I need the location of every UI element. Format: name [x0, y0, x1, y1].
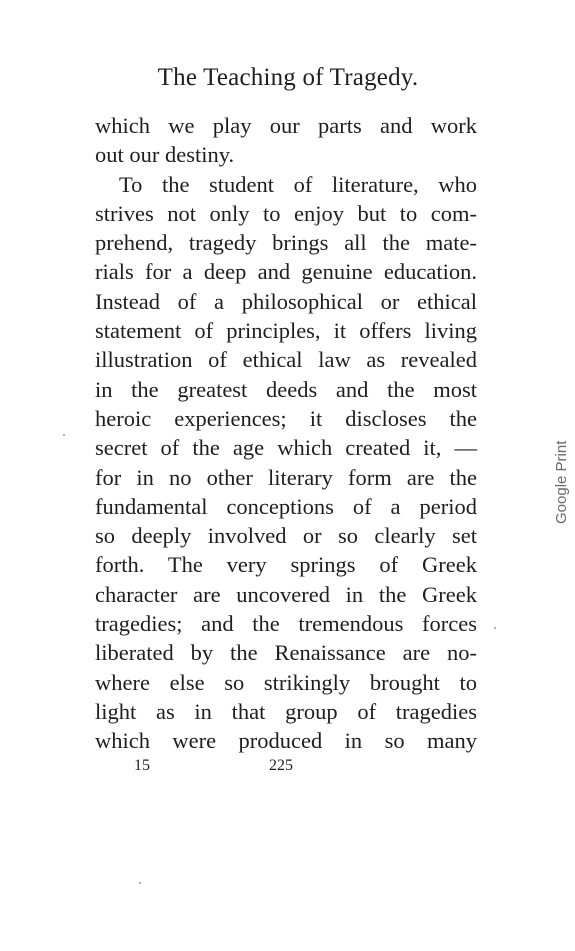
text-line: heroic experiences; it discloses the — [95, 405, 477, 431]
watermark-text: Google Print — [553, 440, 570, 524]
body-text — [95, 111, 477, 756]
paper-speck — [63, 434, 65, 436]
paper-speck — [139, 882, 141, 884]
text-line: which we play our parts and work — [95, 113, 477, 138]
text-line: character are uncovered in the Greek — [95, 581, 477, 607]
text-line: illustration of ethical law as revealed — [95, 347, 477, 373]
text-line: tragedies; and the tremendous forces — [95, 611, 477, 637]
text-line: Instead of a philosophical or ethical — [95, 288, 477, 314]
page-footer — [0, 757, 575, 781]
text-line: strives not only to enjoy but to com- — [95, 200, 477, 226]
text-line: To the student of literature, who — [119, 171, 477, 197]
text-line: where else so strikingly brought to — [95, 669, 477, 695]
paper-speck — [494, 627, 496, 629]
text-line: out our destiny. — [95, 142, 235, 168]
text-line: so deeply involved or so clearly set — [95, 523, 477, 549]
text-line: for in no other literary form are the — [95, 464, 477, 490]
text-line: fundamental conceptions of a period — [95, 493, 477, 519]
page-number: 225 — [269, 757, 293, 774]
text-line: forth. The very springs of Greek — [95, 552, 477, 578]
text-line: which were produced in so many — [95, 728, 477, 754]
text-line: prehend, tragedy brings all the mate- — [95, 230, 477, 256]
signature-mark: 15 — [134, 757, 150, 774]
text-line: liberated by the Renaissance are no- — [95, 640, 477, 666]
text-line: rials for a deep and genuine education. — [95, 259, 477, 285]
running-head: The Teaching of Tragedy. — [157, 64, 419, 91]
watermark — [553, 424, 575, 524]
text-line: secret of the age which created it, — — [95, 435, 477, 461]
text-line: light as in that group of tragedies — [95, 698, 477, 724]
text-line: statement of principles, it offers living — [95, 318, 477, 344]
text-line: in the greatest deeds and the most — [95, 376, 477, 402]
